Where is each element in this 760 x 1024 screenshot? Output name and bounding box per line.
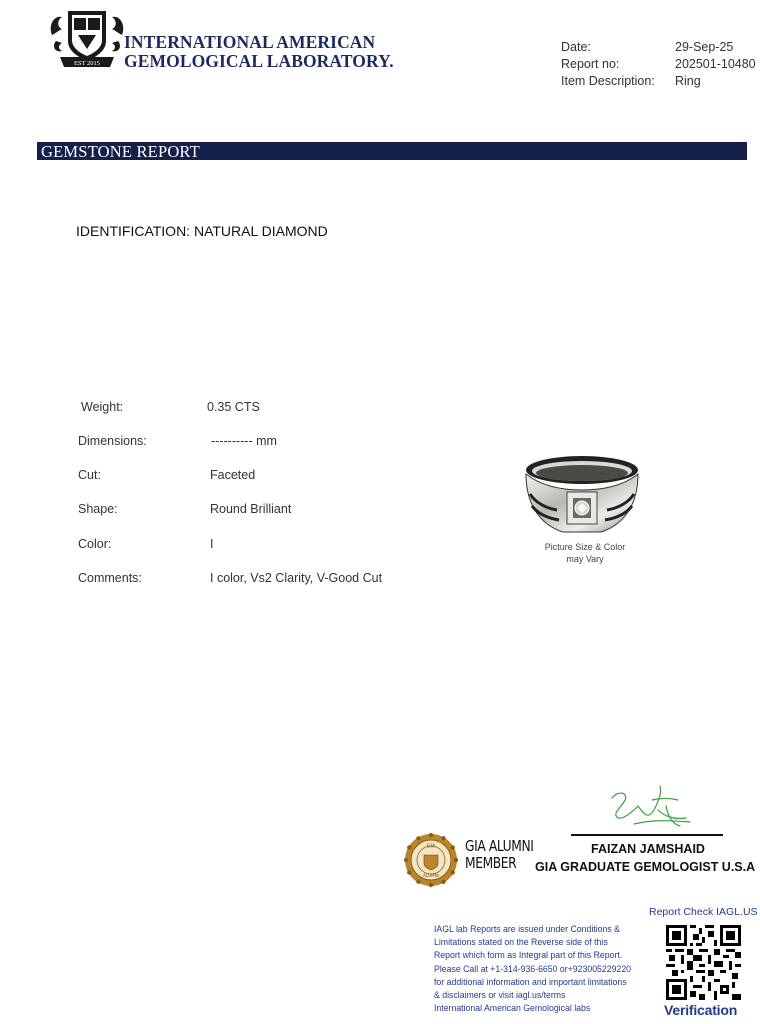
disclaimer-line: Limitations stated on the Reverse side of this xyxy=(434,937,608,948)
organization-name-line2: GEMOLOGICAL LABORATORY. xyxy=(124,51,394,71)
color-label: Color: xyxy=(78,537,112,551)
disclaimer-line: International American Gemological labs xyxy=(434,1003,591,1014)
item-description-value: Ring xyxy=(675,74,701,88)
disclaimer-line: Please Call at +1-314-936-6650 or+923005229220 xyxy=(434,963,632,974)
disclaimer-line: IAGL lab Reports are issued under Conditions & xyxy=(434,924,620,934)
image-caption-line2: may Vary xyxy=(566,554,604,564)
report-number-label: Report no: xyxy=(561,57,620,71)
signature-line xyxy=(571,834,723,836)
report-number-value: 202501-10480 xyxy=(675,57,756,71)
dimensions-label: Dimensions: xyxy=(78,434,147,448)
disclaimer-line: for additional information and important limitations xyxy=(434,976,627,987)
image-caption-line1: Picture Size & Color xyxy=(544,542,626,552)
cut-value: Faceted xyxy=(210,468,256,482)
weight-value: 0.35 CTS xyxy=(207,400,260,414)
qr-code-icon[interactable] xyxy=(666,925,741,1000)
disclaimer-line: Report which form as Integral part of this Report. xyxy=(434,950,623,961)
signer-title: GIA GRADUATE GEMOLOGIST U.S.A xyxy=(535,860,756,874)
signer-name: FAIZAN JAMSHAID xyxy=(591,842,705,856)
organization-name-line1: INTERNATIONAL AMERICAN xyxy=(124,32,376,52)
shape-value: Round Brilliant xyxy=(210,502,292,516)
date-label: Date: xyxy=(561,40,591,54)
organization-name xyxy=(124,33,394,71)
disclaimer-line: & disclaimers or visit iagl.us/terms xyxy=(434,990,566,1001)
seal-top-text: GIA xyxy=(426,843,436,850)
cut-label: Cut: xyxy=(78,468,101,482)
verification-label: Verification xyxy=(664,1002,738,1018)
signature xyxy=(604,780,694,830)
gia-alumni-seal xyxy=(404,833,458,887)
comments-value: I color, Vs2 Clarity, V-Good Cut xyxy=(210,571,383,585)
gia-alumni-text xyxy=(465,838,533,872)
logo-est-text: EST 2015 xyxy=(73,60,101,67)
item-description-label: Item Description: xyxy=(561,74,655,88)
comments-label: Comments: xyxy=(78,571,142,585)
identification-heading: IDENTIFICATION: NATURAL DIAMOND xyxy=(76,223,328,239)
weight-label: Weight: xyxy=(81,400,124,414)
gia-alumni-line2: MEMBER xyxy=(465,854,517,872)
date-value: 29-Sep-25 xyxy=(675,40,734,54)
dimensions-value: ---------- mm xyxy=(211,434,277,448)
image-caption xyxy=(530,541,640,565)
gia-alumni-line1: GIA ALUMNI xyxy=(465,837,534,855)
color-value: I xyxy=(210,537,214,551)
report-banner-title: GEMSTONE REPORT xyxy=(41,142,200,161)
lab-logo xyxy=(48,5,126,73)
disclaimer-text xyxy=(434,923,664,1015)
seal-bottom-text: ALUMNI xyxy=(422,873,440,878)
ring-photo xyxy=(523,452,641,536)
report-check-link[interactable]: Report Check IAGL.US xyxy=(649,906,758,918)
shape-label: Shape: xyxy=(78,502,118,516)
